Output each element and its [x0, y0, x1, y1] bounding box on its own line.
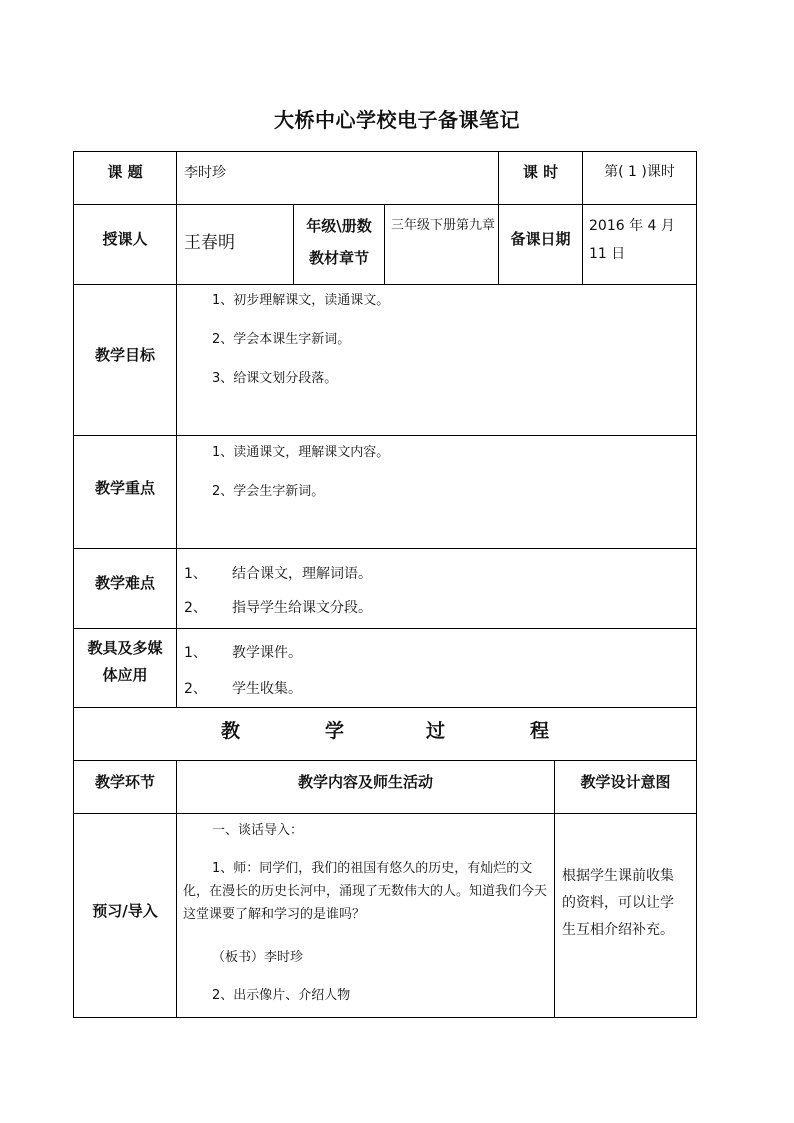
col-stage-header: 教学环节 [94, 772, 155, 791]
difficulty-item [184, 597, 372, 617]
objective-item: 1、初步理解课文，读通课文。 [212, 293, 390, 308]
process-heading-char: 教 [221, 720, 241, 742]
col-content-header: 教学内容及师生活动 [297, 772, 433, 791]
stage-name: 预习/导入 [92, 901, 158, 920]
difficulty-text: 结合课文，理解词语。 [232, 566, 372, 582]
teacher-label: 授课人 [102, 229, 148, 248]
teacher-value: 王春明 [184, 233, 235, 253]
media-item [184, 678, 302, 698]
media-label-line2: 体应用 [102, 666, 148, 684]
period-label: 课 时 [522, 162, 559, 181]
grade-value: 三年级下册第九章 [391, 218, 496, 233]
col-intent-header: 教学设计意图 [580, 772, 671, 791]
media-number: 1、 [184, 645, 207, 661]
media-item [184, 642, 302, 662]
date-value [589, 212, 695, 268]
difficulty-number: 2、 [184, 600, 207, 616]
date-value-line2: 11 日 [589, 246, 626, 262]
objective-item: 3、给课文划分段落。 [212, 371, 338, 386]
grade-label-line1: 年级\册数 [306, 217, 372, 235]
design-intent: 根据学生课前收集的资料，可以让学生互相介绍补充。 [562, 868, 674, 938]
difficulties-label: 教学难点 [94, 573, 155, 592]
content-board-note: （板书）李时珍 [212, 950, 304, 965]
grade-label [294, 210, 384, 274]
key-point-item: 2、学会生字新词。 [212, 484, 325, 499]
difficulty-number: 1、 [184, 566, 207, 582]
media-label [74, 635, 176, 689]
objective-item: 2、学会本课生字新词。 [212, 332, 351, 347]
period-value: 第( 1 )课时 [604, 164, 675, 180]
content-step: 2、出示像片、介绍人物 [212, 988, 351, 1003]
key-points-label: 教学重点 [94, 479, 155, 497]
media-text: 学生收集。 [232, 681, 302, 697]
process-heading-char: 程 [530, 720, 550, 742]
process-heading [74, 708, 696, 748]
process-heading-char: 过 [426, 720, 446, 742]
date-value-line1: 2016 年 4 月 [589, 218, 675, 234]
key-point-item: 1、读通课文，理解课文内容。 [212, 445, 390, 460]
content-paragraph: 1、师：同学们，我们的祖国有悠久的历史，有灿烂的文化，在漫长的历史长河中，涌现了无数伟大的人。知道我们今天这堂课要了解和学习的是谁吗？ [183, 861, 548, 922]
content-heading: 一、谈话导入： [212, 823, 304, 838]
process-heading-char: 学 [325, 720, 345, 742]
difficulty-text: 指导学生给课文分段。 [232, 600, 372, 616]
objectives-label: 教学目标 [94, 345, 155, 364]
media-number: 2、 [184, 681, 207, 697]
grade-label-line2: 教材章节 [308, 249, 369, 267]
media-label-line1: 教具及多媒 [87, 639, 163, 657]
document-title: 大桥中心学校电子备课笔记 [274, 108, 520, 132]
topic-label: 课 题 [107, 162, 143, 181]
media-text: 教学课件。 [232, 645, 302, 661]
topic-value: 李时珍 [184, 165, 226, 181]
difficulty-item [184, 563, 372, 583]
date-label: 备课日期 [510, 229, 571, 248]
